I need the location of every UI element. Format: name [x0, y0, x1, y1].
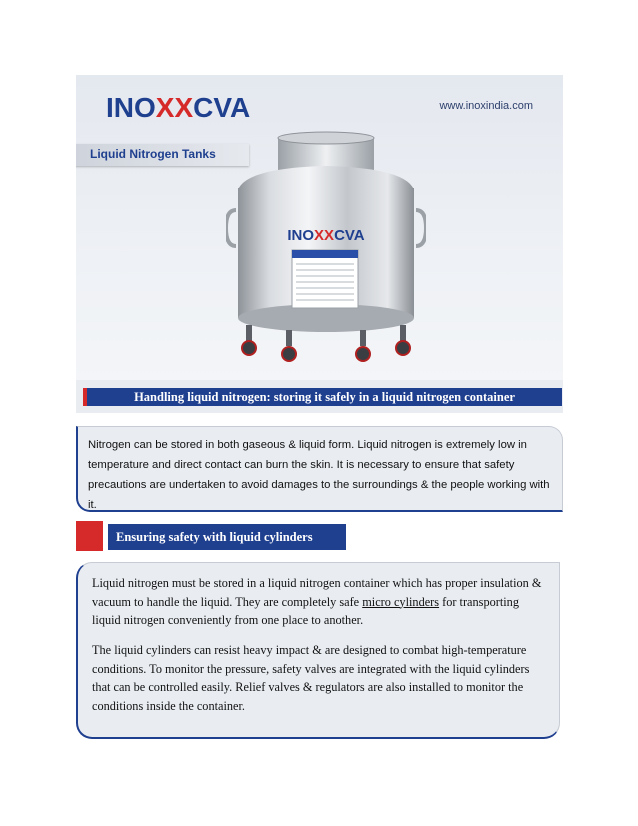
- product-tag: [76, 144, 249, 166]
- hero-banner: [76, 75, 563, 380]
- logo-text-left: INO: [106, 92, 156, 123]
- body-p1-text: Liquid nitrogen must be stored in a liquid nitrogen container which has proper insulation & vacuum to handle the liquid. They are completely safe: [92, 576, 542, 609]
- body-paragraph-1: [92, 574, 550, 630]
- caption-bar: [76, 380, 563, 413]
- liquid-nitrogen-tank-image: [226, 130, 426, 380]
- body-p1-text-end: for transporting liquid nitrogen conveniently from one place to another.: [92, 594, 519, 627]
- intro-text: Nitrogen can be stored in both gaseous & liquid form. Liquid nitrogen is extremely low in temperature and direct contact can burn the skin. It is necessary to ensure that safety precautions are undertaken to avoid damages to the surroundings & the people working with it.: [88, 439, 550, 511]
- logo-mark: XX: [155, 92, 194, 123]
- website-url: www.inoxindia.com: [439, 100, 533, 112]
- body-box: [76, 562, 560, 739]
- intro-box: [76, 426, 563, 512]
- section-accent: [76, 521, 103, 551]
- svg-text:INOXXCVA: INOXXCVA: [287, 227, 365, 244]
- logo-text-right: CVA: [193, 92, 251, 123]
- micro-cylinders-link[interactable]: micro cylinders: [362, 594, 440, 609]
- section-heading: [76, 521, 346, 551]
- body-paragraph-2: The liquid cylinders can resist heavy impact & are designed to combat high-temperature conditions. To monitor the pressure, safety valves are integrated with the liquid cylinders that can be controlled easily. Relief valves & regulators are also installed to monitor the conditions inside the container.: [92, 643, 530, 713]
- page-title: Handling liquid nitrogen: storing it safely in a liquid nitrogen container: [83, 388, 562, 406]
- section-heading-label: Ensuring safety with liquid cylinders: [105, 524, 346, 550]
- product-tag-label: Liquid Nitrogen Tanks: [90, 147, 216, 161]
- inoxcva-logo: [106, 92, 250, 124]
